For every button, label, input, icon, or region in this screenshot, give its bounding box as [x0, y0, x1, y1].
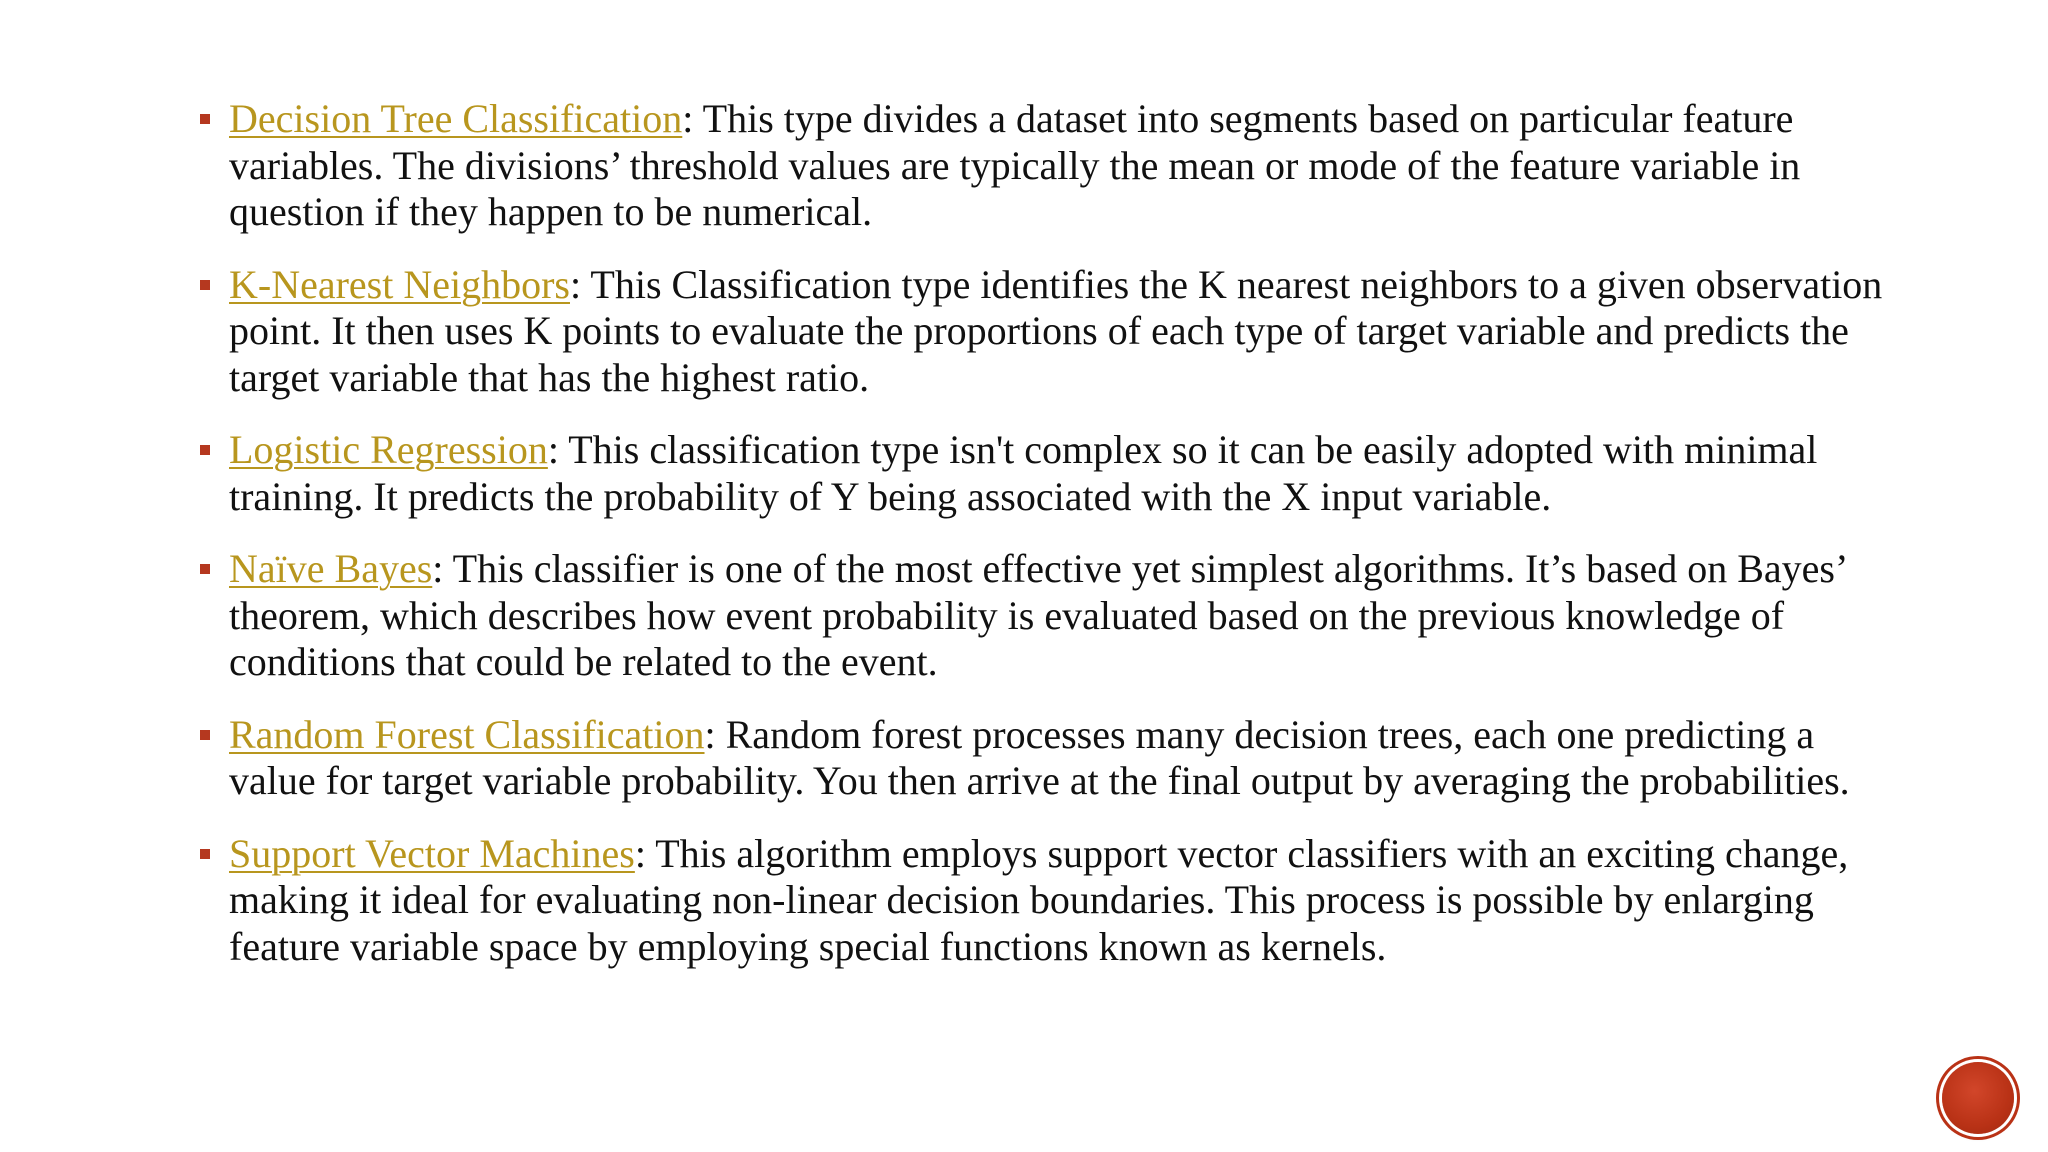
square-bullet-icon: [200, 280, 210, 290]
square-bullet-icon: [200, 849, 210, 859]
random-forest-link[interactable]: Random Forest Classification: [229, 711, 705, 757]
square-bullet-icon: [200, 114, 210, 124]
list-item-decision-tree: [200, 96, 1889, 236]
logistic-regression-link[interactable]: Logistic Regression: [229, 427, 548, 472]
list-item-svm: [200, 831, 1889, 971]
list-item-logistic-regression: [200, 427, 1889, 520]
list-item-naive-bayes: [200, 546, 1889, 686]
svm-description: : This algorithm employs support vector classifiers with an exciting change, making it ideal for evaluating non-linear decision boundaries. This process is possible by enlarging feature variable space by employing special functions known as kernels.: [229, 830, 1849, 969]
decision-tree-link[interactable]: Decision Tree Classification: [229, 96, 683, 141]
decision-tree-description: : This type divides a dataset into segments based on particular feature variables. The divisions’ threshold values are typically the mean or mode of the feature variable in question if they happen to be numerical.: [229, 96, 1801, 234]
random-forest-description: : Random forest processes many decision trees, each one predicting a value for target variable probability. You then arrive at the final output by averaging the probabilities.: [229, 711, 1850, 803]
logistic-regression-description: : This classification type isn't complex so it can be easily adopted with minimal training. It predicts the probability of Y being associated with the X input variable.: [229, 427, 1818, 519]
bullet-list: [200, 96, 1883, 996]
square-bullet-icon: [200, 730, 210, 740]
square-bullet-icon: [200, 564, 210, 574]
naive-bayes-link[interactable]: Naïve Bayes: [229, 546, 433, 591]
svm-link[interactable]: Support Vector Machines: [229, 830, 635, 876]
knn-link[interactable]: K-Nearest Neighbors: [229, 261, 570, 307]
slide-nav-button[interactable]: [1942, 1062, 2014, 1134]
list-item-random-forest: [200, 712, 1889, 805]
knn-description: : This Classification type identifies the K nearest neighbors to a given observation point. It then uses K points to evaluate the proportions of each type of target variable and predicts the target variable that has the highest ratio.: [229, 261, 1883, 400]
naive-bayes-description: : This classifier is one of the most effective yet simplest algorithms. It’s based on Bayes’ theorem, which describes how event probability is evaluated based on the previous knowledge of conditions that could be related to the event.: [229, 546, 1846, 684]
list-item-knn: [200, 262, 1889, 402]
square-bullet-icon: [200, 445, 210, 455]
